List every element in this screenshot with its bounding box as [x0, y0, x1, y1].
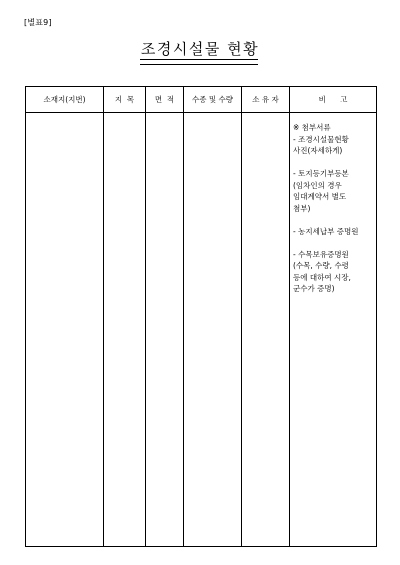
list-item-line: - 토지등기부등본	[293, 169, 349, 178]
list-item-line: 군수가 증명)	[293, 284, 335, 293]
list-item-line: 등에 대하여 시장,	[293, 272, 351, 282]
header-land-category: 지 목	[104, 87, 146, 113]
page-title: 조경시설물 현황	[140, 40, 260, 58]
form-label: [별표9]	[24, 18, 52, 27]
list-item-line: 임대계약서 별도	[293, 192, 347, 201]
list-item-line: - 농지세납부 증명원	[293, 226, 359, 236]
owner-cell[interactable]	[242, 113, 290, 547]
header-location: 소재지(지번)	[26, 87, 104, 113]
title-double-underline	[140, 59, 258, 65]
landscape-facility-status-table	[25, 86, 377, 547]
area-cell[interactable]	[146, 113, 184, 547]
header-remarks: 비 고	[290, 87, 377, 113]
header-species-quantity: 수종 및 수량	[184, 87, 242, 113]
list-item-line: (수목, 수량, 수령	[293, 261, 349, 270]
list-item	[293, 168, 374, 214]
list-item	[293, 134, 374, 157]
land-category-cell[interactable]	[104, 113, 146, 547]
list-item	[293, 226, 374, 238]
list-item-line: 사진(자세하게)	[293, 146, 343, 155]
header-owner: 소 유 자	[242, 87, 290, 113]
list-item-line: 첨부)	[293, 203, 311, 213]
table-header-row	[26, 87, 377, 113]
list-item-line: (임차인의 경우	[293, 180, 342, 190]
location-cell[interactable]	[26, 113, 104, 547]
species-quantity-cell[interactable]	[184, 113, 242, 547]
header-area: 면 적	[146, 87, 184, 113]
list-item-line: - 조경시설물현황	[293, 134, 349, 144]
attachments-heading: ※ 첨부서류	[293, 123, 331, 132]
remarks-cell	[290, 113, 377, 547]
table-row	[26, 113, 377, 547]
list-item	[293, 249, 374, 295]
list-item-line: - 수목보유증명원	[293, 249, 349, 259]
